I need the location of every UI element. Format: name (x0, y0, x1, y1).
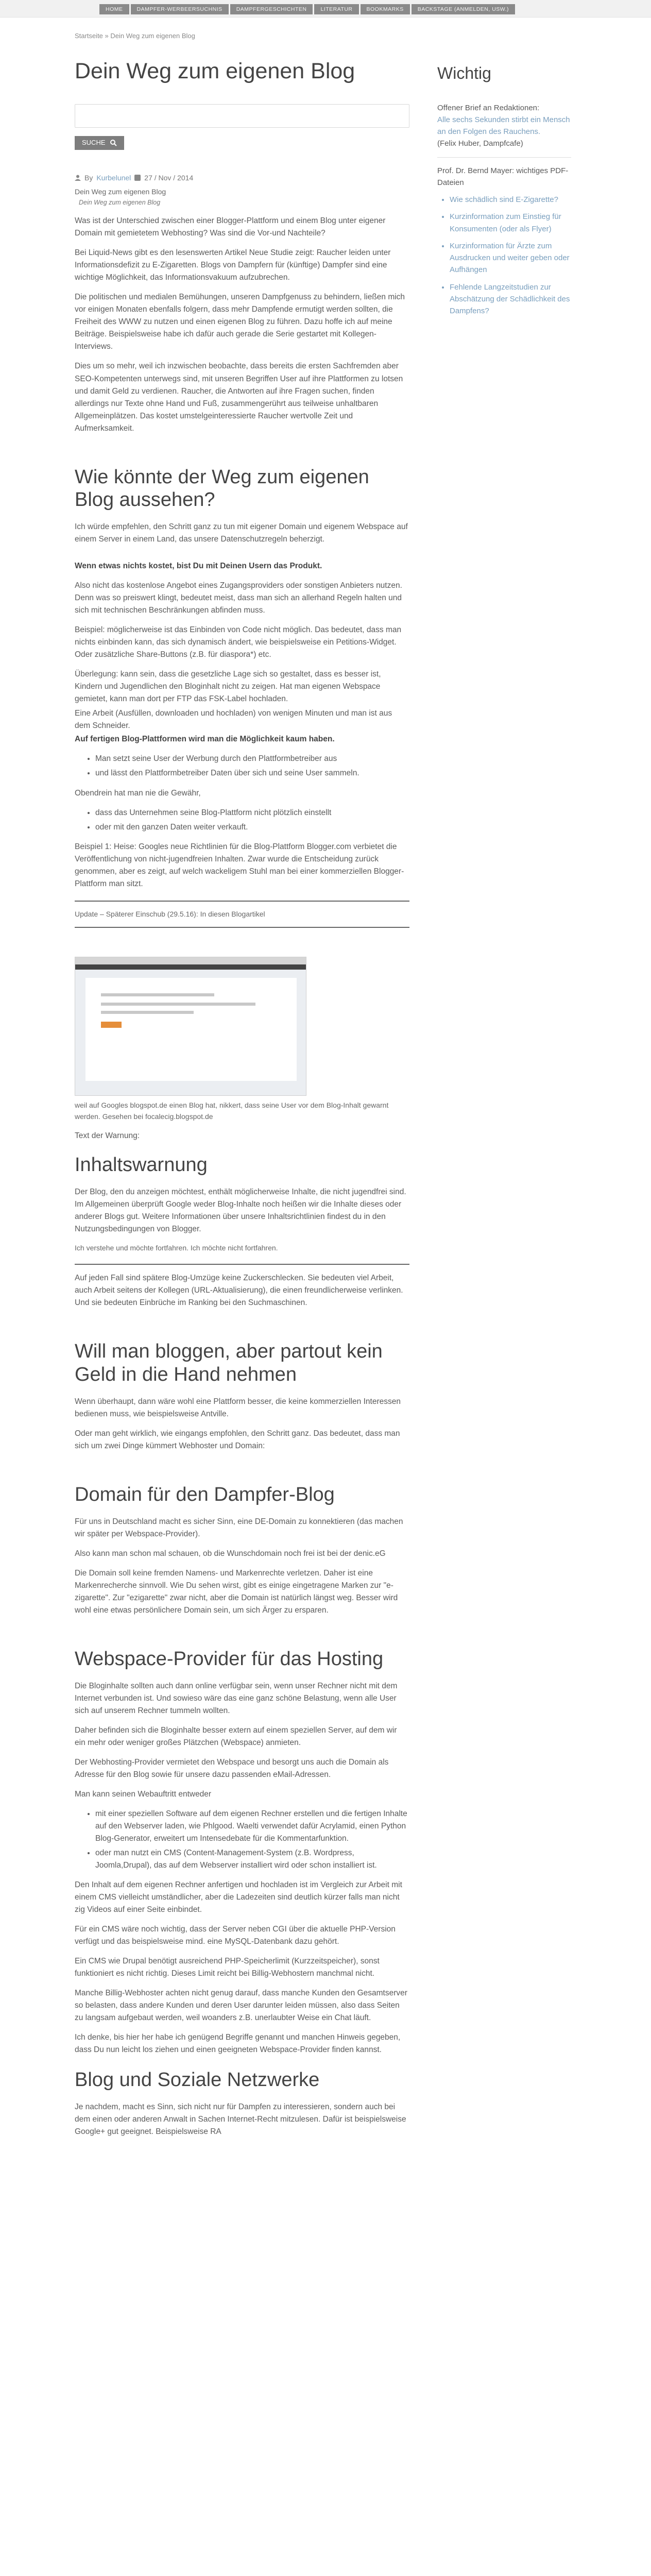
paragraph: Der Webhosting-Provider vermietet den Webspace und besorgt uns auch die Domain als Adresse für den Blog sowie für unsere dazu passenden eMail-Adressen. (75, 1757, 389, 1779)
paragraph: Obendrein hat man nie die Gewähr, (75, 788, 201, 798)
divider (75, 1264, 409, 1265)
paragraph: Text der Warnung: (75, 1131, 140, 1140)
paragraph: Den Inhalt auf dem eigenen Rechner anfertigen und hochladen ist im Vergleich zur Arbeit mit einem CMS vielleicht umständlicher, aber die Ladezeiten sind deutlich kürzer falls man nicht zig Videos auf einer Seite einbindet. (75, 1880, 402, 1914)
list-item: • dass das Unternehmen seine Blog-Plattform nicht plötzlich einstellt (95, 807, 409, 819)
paragraph: Dies um so mehr, weil ich inzwischen beobachte, dass bereits die ersten Sachfremden aber SEO-Kompetenten unterwegs sind, mit unseren Begriffen User auf ihre Plattformen zu lotsen und damit Geld zu verdienen. Raucher, die Antworten auf ihre Fragen suchen, finden allerdings nur Texte ohne Hand und Fuß, zusammengerührt aus teilweise unhaltbaren Allgemeinplätzen. Das kostet umstelgeinteressierte Raucher wertvolle Zeit und Aufmerksamkeit. (75, 362, 403, 433)
list-item: • mit einer speziellen Software auf dem eigenen Rechner erstellen und die fertigen Inhalte auf den Webserver laden, wie Phlgood. Waelti verwendet dafür Acrylamid, einen Python Blog-Generator, erweitert um Intensedebate für die Kommentarfunktion. (95, 1808, 409, 1845)
paragraph: Die Domain soll keine fremden Namens- und Markenrechte verletzen. Daher ist eine Markenrecherche sinnvoll. Wie Du sehen wirst, gibt es einige eingetragene Marken zur "e-zigarette". Zur "ezigarette" zwar nicht, aber die Domain ist natürlich längst weg. Besser wird wohl eine etwas persönlichere Domain sein, um sich Ärger zu ersparen. (75, 1568, 398, 1615)
paragraph: Ein CMS wie Drupal benötigt ausreichend PHP-Speicherlimit (Kurzzeitspeicher), sonst funktioniert es nicht richtig. Dieses Limit reicht bei Billig-Webhostern manchmal nicht. (75, 1957, 380, 1978)
sidebar-title: Wichtig (437, 64, 491, 82)
paragraph: Die Bloginhalte sollten auch dann online verfügbar sein, wenn unser Rechner nicht mit dem Internet verbunden ist. Und sowieso wäre das eine ganz schöne Belastung, wenn alle User sich auf unserem Rechner tummeln wollten. (75, 1681, 398, 1715)
calendar-icon (134, 175, 141, 181)
divider (75, 901, 409, 902)
paragraph-emphasis: Auf fertigen Blog-Plattformen wird man die Möglichkeit kaum haben. (75, 735, 335, 744)
nav-werbeersuchnis[interactable]: DAMPFER-WERBEERSUCHNIS (131, 4, 229, 14)
user-icon (75, 175, 81, 181)
update-note: Update – Späterer Einschub (29.5.16): In diesen Blogartikel (75, 909, 265, 918)
section-heading: Domain für den Dampfer-Blog (75, 1484, 335, 1506)
paragraph: Man kann seinen Webauftritt entweder (75, 1789, 212, 1799)
paragraph: Bei Liquid-News gibt es den lesenswerten Artikel Neue Studie zeigt: Raucher leiden unter Informationsdefizit zu E-Zigaretten. Blogs von Dampfern für (künftige) Dampfer sind eine wichtige Möglichkeit, das Informationsvakuum aufzubrechen. (75, 248, 391, 282)
paragraph: Beispiel: möglicherweise ist das Einbinden von Code nicht möglich. Das bedeutet, dass man nichts einbinden kann, das sich dynamisch ändert, wie beispielsweise ein Petitions-Widget. Oder zusätzliche Share-Buttons (z.B. für diaspora*) etc. (75, 625, 402, 659)
nav-dampfergeschichten[interactable]: DAMPFERGESCHICHTEN (230, 4, 313, 14)
sidebar-item[interactable]: • Fehlende Langzeitstudien zur Abschätzung der Schädlichkeit des Dampfens? (450, 281, 571, 317)
post-meta (75, 173, 409, 184)
screenshot-image[interactable] (75, 957, 306, 1096)
paragraph: Je nachdem, macht es Sinn, sich nicht nur für Dampfen zu interessieren, sondern auch bei dem einen oder anderen Anwalt in Sachen Internet-Recht mitzulesen. Dafür ist beispielsweise Google+ gut geeignet. Beispielsweise RA (75, 2103, 406, 2137)
search-input[interactable] (75, 104, 409, 128)
list (95, 1808, 409, 1872)
sidebar-text: Offener Brief an Redaktionen: (437, 103, 540, 112)
paragraph: Für ein CMS wäre noch wichtig, dass der Server neben CGI über die aktuelle PHP-Version verfügt und das beispielsweise mind. eine MySQL-Datenbank dazu gehört. (75, 1925, 396, 1946)
search-button-label: SUCHE (82, 139, 106, 147)
paragraph: Oder man geht wirklich, wie eingangs empfohlen, den Schritt ganz. Das bedeutet, dass man sich um zwei Dinge kümmert Webhoster und Domain: (75, 1429, 400, 1451)
paragraph: Also nicht das kostenlose Angebot eines Zugangsproviders oder sonstigen Anbieters nutzen. Denn was so preiswert klingt, bedeutet meist, dass man sich an allerhand Regeln halten und sich mit technischen Beschränkungen abfinden muss. (75, 581, 402, 615)
nav-bookmarks[interactable]: BOOKMARKS (361, 4, 410, 14)
paragraph-emphasis: Wenn etwas nichts kostet, bist Du mit Deinen Usern das Produkt. (75, 562, 322, 571)
nav-literatur[interactable]: LITERATUR (314, 4, 358, 14)
sidebar (437, 61, 571, 323)
author-prefix: By (84, 173, 93, 182)
section-heading: Inhaltswarnung (75, 1154, 208, 1176)
post-subtitle-small: Dein Weg zum eigenen Blog (79, 198, 161, 206)
paragraph: Also kann man schon mal schauen, ob die Wunschdomain noch frei ist bei der denic.eG (75, 1549, 386, 1558)
sidebar-list (450, 194, 571, 317)
paragraph: Daher befinden sich die Bloginhalte besser extern auf einem speziellen Server, auf dem wir ein mehr oder weniger großes Plätzchen (Webspace) anmieten. (75, 1725, 397, 1747)
sidebar-item[interactable]: • Kurzinformation für Ärzte zum Ausdrucken und weiter geben oder Aufhängen (450, 240, 571, 276)
paragraph: Wenn überhaupt, dann wäre wohl eine Plattform besser, die keine kommerziellen Interessen bedienen muss, wie beispielsweise Antville. (75, 1397, 401, 1418)
list (95, 807, 409, 834)
section-heading: Will man bloggen, aber partout kein Geld in die Hand nehmen (75, 1341, 383, 1386)
breadcrumb[interactable]: Startseite » Dein Weg zum eigenen Blog (75, 32, 195, 40)
nav-backstage[interactable]: BACKSTAGE (ANMELDEN, USW.) (412, 4, 515, 14)
image-caption: weil auf Googles blogspot.de einen Blog hat, nikkert, dass seine User vor dem Blog-Inhalt gewarnt werden. Gesehen bei focalecig.blogspot.de (75, 1101, 389, 1121)
section-heading: Wie könnte der Weg zum eigenen Blog aussehen? (75, 466, 369, 511)
paragraph: Ich verstehe und möchte fortfahren. Ich möchte nicht fortfahren. (75, 1243, 278, 1252)
paragraph: Was ist der Unterschied zwischen einer Blogger-Plattform und einem Blog unter eigener Domain mit gemietetem Webhosting? Was sind die Vor-und Nachteile? (75, 216, 386, 238)
paragraph: Überlegung: kann sein, dass die gesetzliche Lage sich so gestaltet, dass es besser ist, Kindern und Jugendlichen den Bloginhalt nicht zu zeigen. Hat man eigenen Webspace gemietet, kann man dort per FTP das FSK-Label hochladen. (75, 670, 381, 704)
sidebar-link[interactable]: Alle sechs Sekunden stirbt ein Mensch an den Folgen des Rauchens. (437, 115, 570, 137)
paragraph: Auf jeden Fall sind spätere Blog-Umzüge keine Zuckerschlecken. Sie bedeuten viel Arbeit, auch Arbeit seitens der Kollegen (URL-Aktualisierung), die einen freundlicherweise verlinken. Und sie bedeuten Einbrüche im Ranking bei den Suchmaschinen. (75, 1274, 403, 1308)
paragraph: Manche Billig-Webhoster achten nicht genug darauf, dass manche Kunden den Gesamtserver so belasten, dass andere Kunden und deren User darunter leiden müssen, also dass Seiten zu langsam aufgebaut werden, weil woanders z.B. unerlaubter Weise ein Chat läuft. (75, 1989, 407, 2023)
paragraph: Beispiel 1: Heise: Googles neue Richtlinien für die Blog-Plattform Blogger.com verbietet die Veröffentlichung von nicht-jugendfreien Inhalten. Zwar wurde die Entscheidung zurück genommen, aber es zeigt, auf welch wackeligem Stuhl man bei einer kommerziellen Blogger-Plattform man sitzt. (75, 842, 404, 888)
main-content (75, 31, 409, 2145)
list-item: • oder man nutzt ein CMS (Content-Management-System (z.B. Wordpress, Joomla,Drupal), das auf dem Webserver installiert wird oder schon installiert ist. (95, 1847, 409, 1872)
nav-home[interactable]: HOME (99, 4, 129, 14)
list-item: • und lässt den Plattformbetreiber Daten über sich und seine User sammeln. (95, 767, 409, 779)
top-navigation-bar (0, 0, 651, 18)
paragraph: Ich denke, bis hier her habe ich genügend Begriffe genannt und manchen Hinweis gegeben, dass Du nun leicht los ziehen und einen geeigneten Webspace-Provider finden kannst. (75, 2033, 401, 2055)
sidebar-text: (Felix Huber, Dampfcafe) (437, 139, 523, 148)
post-subtitle: Dein Weg zum eigenen Blog (75, 188, 166, 196)
divider (75, 927, 409, 928)
sidebar-item[interactable]: • Kurzinformation zum Einstieg für Konsumenten (oder als Flyer) (450, 211, 571, 235)
paragraph: Die politischen und medialen Bemühungen, unseren Dampfgenuss zu behindern, ließen mich vor einigen Monaten ebenfalls folgern, dass mehr Dampfende ermutigt werden sollten, die Freiheit des WWW zu nutzen und einen eigenen Blog zu führen. Dazu hoffe ich auf meine Beiträge. Beispielsweise habe ich dafür auch gerade die Serie gestartet mit Kollegen-Interviews. (75, 293, 405, 351)
paragraph: Für uns in Deutschland macht es sicher Sinn, eine DE-Domain zu konnektieren (das machen wir später per Webspace-Provider). (75, 1517, 403, 1538)
paragraph: Der Blog, den du anzeigen möchtest, enthält möglicherweise Inhalte, die nicht jugendfrei sind. Im Allgemeinen überprüft Google weder Blog-Inhalte noch heißen wir die Inhalte dieses oder anderer Blogs gut. Weitere Informationen über unsere Inhaltsrichtlinien findest du in den Nutzungsbedingungen von Blogger. (75, 1187, 406, 1233)
post-date: 27 / Nov / 2014 (144, 173, 194, 182)
page-title: Dein Weg zum eigenen Blog (75, 59, 355, 84)
search-icon (110, 139, 117, 146)
section-heading: Blog und Soziale Netzwerke (75, 2069, 320, 2091)
section-heading: Webspace-Provider für das Hosting (75, 1648, 384, 1670)
search-button[interactable] (75, 136, 124, 150)
paragraph: Eine Arbeit (Ausfüllen, downloaden und hochladen) von wenigen Minuten und man ist aus dem Schneider. (75, 709, 392, 731)
list (95, 753, 409, 779)
divider (437, 157, 571, 158)
paragraph: Ich würde empfehlen, den Schritt ganz zu tun mit eigener Domain und eigenem Webspace auf einem Server in einem Land, das unsere Datenschutzregeln beherzigt. (75, 522, 408, 544)
list-item: • oder mit den ganzen Daten weiter verkauft. (95, 821, 409, 834)
author-link[interactable]: Kurbelunel (96, 173, 131, 182)
top-nav (99, 4, 515, 14)
list-item: • Man setzt seine User der Werbung durch den Plattformbetreiber aus (95, 753, 409, 765)
sidebar-text: Prof. Dr. Bernd Mayer: wichtiges PDF-Dateien (437, 166, 569, 187)
sidebar-item[interactable]: • Wie schädlich sind E-Zigarette? (450, 194, 571, 206)
